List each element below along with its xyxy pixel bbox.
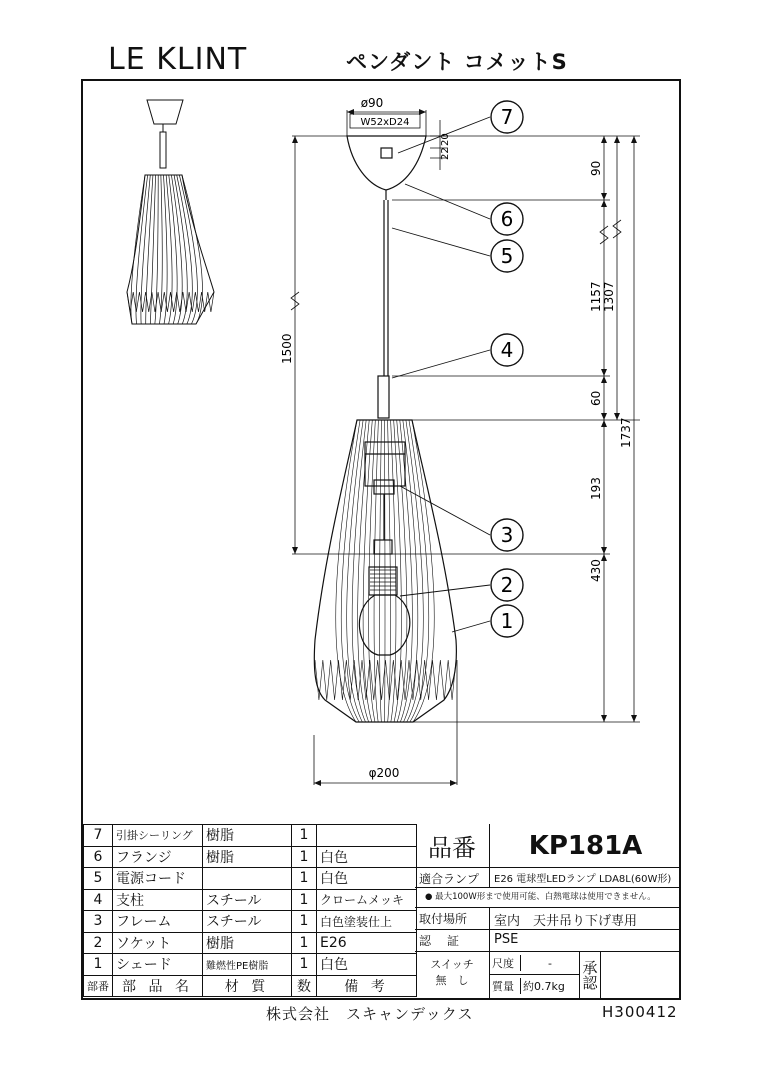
part-material: 樹脂: [203, 932, 292, 954]
part-note: [317, 825, 417, 847]
spec-block: [415, 824, 681, 998]
drawing-code: H300412: [602, 1003, 678, 1021]
switch-value: 無 し: [435, 974, 469, 987]
main-lamp-figure: [314, 136, 456, 722]
col-no: 部番: [84, 975, 113, 997]
part-callouts: [491, 101, 523, 637]
part-name: シェード: [113, 954, 203, 976]
col-note: 備 考: [317, 975, 417, 997]
weight-label: 質量: [490, 978, 521, 994]
callout-7: [491, 101, 523, 133]
part-name: フランジ: [113, 846, 203, 868]
switch-label: スイッチ: [430, 958, 474, 971]
part-note: E26: [317, 932, 417, 954]
lamp-label: 適合ランプ: [415, 868, 490, 887]
dim-60: 60: [589, 390, 603, 406]
parts-table-header-row: [84, 975, 417, 997]
table-row: [84, 825, 417, 847]
part-material: スチール: [203, 911, 292, 933]
part-material: スチール: [203, 889, 292, 911]
part-name: 引掛シーリング: [113, 825, 203, 847]
part-note: 白色塗装仕上: [317, 911, 417, 933]
callout-number: 2: [500, 573, 514, 597]
product-title: ペンダント コメットS: [346, 50, 568, 74]
callout-number: 4: [500, 338, 514, 362]
callout-2: [491, 569, 523, 601]
callout-4: [491, 334, 523, 366]
company-name: 株式会社 スキャンデックス: [266, 1005, 474, 1023]
table-row: [84, 846, 417, 868]
part-qty: 1: [292, 889, 317, 911]
part-qty: 1: [292, 825, 317, 847]
dim-1500: 1500: [280, 333, 294, 364]
callout-1: [491, 605, 523, 637]
callout-number: 6: [500, 207, 514, 231]
cert-value: PSE: [494, 932, 519, 947]
part-qty: 1: [292, 846, 317, 868]
dim-90: 90: [589, 160, 603, 176]
dim-193: 193: [589, 477, 603, 500]
dim-1307: 1307: [602, 281, 616, 312]
part-note: 白色: [317, 868, 417, 890]
part-note: 白色: [317, 954, 417, 976]
dim-top-diameter: ø90: [360, 96, 384, 110]
dim-430: 430: [589, 559, 603, 582]
dim-1157: 1157: [589, 281, 603, 312]
callout-number: 3: [500, 523, 514, 547]
model-label: 品番: [415, 824, 490, 868]
callout-number: 7: [500, 105, 514, 129]
dim-1737: 1737: [619, 417, 633, 448]
part-qty: 1: [292, 911, 317, 933]
main-shade-ribs: [315, 420, 456, 722]
callout-3: [491, 519, 523, 551]
part-name: フレーム: [113, 911, 203, 933]
lamp-value: E26 電球型LEDランプ LDA8L(60W形): [494, 874, 672, 885]
table-row: [84, 868, 417, 890]
dim-22: 22: [440, 147, 451, 160]
leader-lines: [392, 117, 490, 632]
part-qty: 1: [292, 868, 317, 890]
weight-value: 約0.7kg: [523, 980, 565, 993]
part-material: 樹脂: [203, 825, 292, 847]
scale-label: 尺度: [490, 955, 521, 971]
callout-6: [491, 203, 523, 235]
table-row: [84, 911, 417, 933]
part-material: 樹脂: [203, 846, 292, 868]
table-row: [84, 954, 417, 976]
callout-number: 1: [500, 609, 514, 633]
dim-20: 20: [440, 133, 451, 146]
cert-label: 認 証: [415, 930, 490, 951]
preview-lamp-figure: [127, 100, 214, 324]
scale-weight-cell: [490, 952, 580, 998]
part-no: 4: [84, 889, 113, 911]
col-name: 部 品 名: [113, 975, 203, 997]
dimension-lines: [291, 110, 640, 785]
part-name: 電源コード: [113, 868, 203, 890]
part-material: [203, 868, 292, 890]
part-no: 1: [84, 954, 113, 976]
part-material: 難燃性PE樹脂: [203, 954, 292, 976]
part-no: 7: [84, 825, 113, 847]
callout-5: [491, 240, 523, 272]
parts-table: [83, 824, 417, 997]
part-no: 2: [84, 932, 113, 954]
part-name: 支柱: [113, 889, 203, 911]
approval-label: 承認: [580, 952, 601, 998]
callout-number: 5: [500, 244, 514, 268]
location-label: 取付場所: [415, 908, 490, 929]
part-name: ソケット: [113, 932, 203, 954]
dim-canopy-size: W52xD24: [360, 117, 410, 128]
model-number: KP181A: [528, 830, 643, 861]
lamp-note: ● 最大100W形まで使用可能、白熱電球は使用できません。: [425, 892, 656, 902]
part-qty: 1: [292, 932, 317, 954]
table-row: [84, 889, 417, 911]
part-qty: 1: [292, 954, 317, 976]
dim-shade-diameter: φ200: [368, 766, 400, 780]
part-no: 3: [84, 911, 113, 933]
col-qty: 数: [292, 975, 317, 997]
brand-name: LE KLINT: [108, 42, 248, 77]
part-note: クロームメッキ: [317, 889, 417, 911]
col-material: 材 質: [203, 975, 292, 997]
switch-cell: [415, 952, 490, 998]
location-value: 室内 天井吊り下げ専用: [494, 914, 638, 929]
part-no: 6: [84, 846, 113, 868]
scale-value: -: [548, 956, 552, 970]
table-row: [84, 932, 417, 954]
part-no: 5: [84, 868, 113, 890]
part-note: 白色: [317, 846, 417, 868]
